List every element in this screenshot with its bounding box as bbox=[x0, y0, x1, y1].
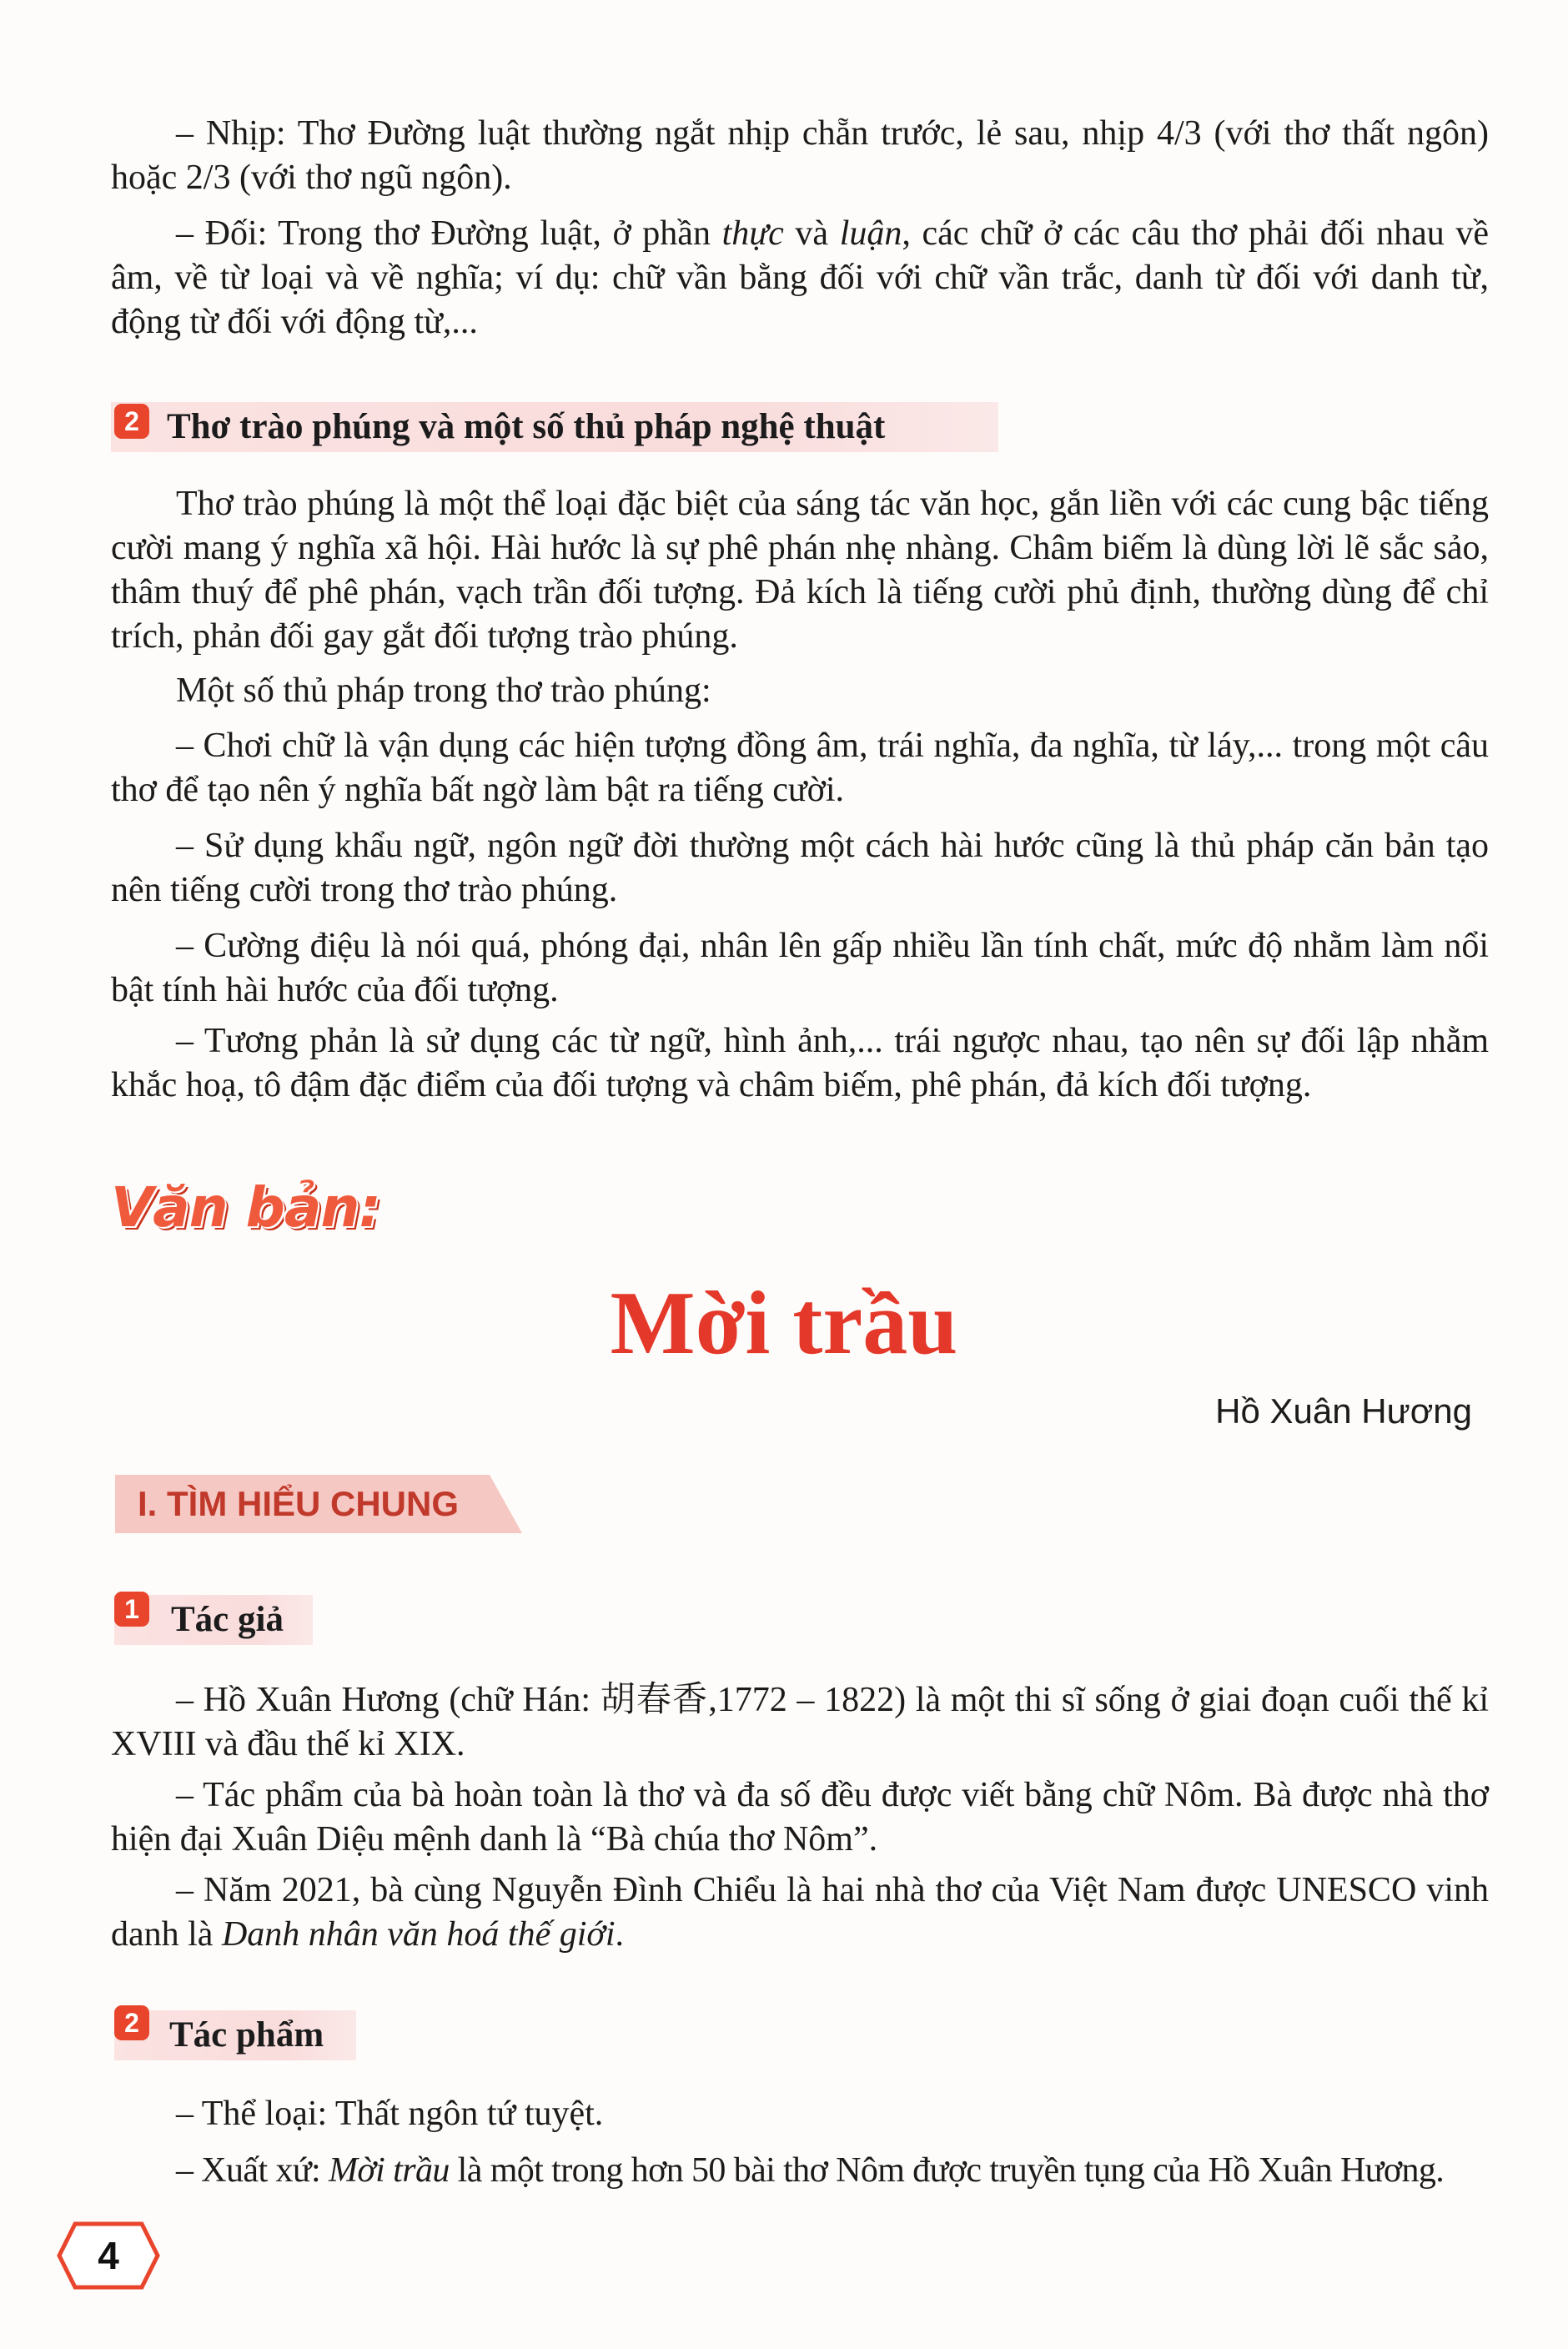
paragraph-lead: Một số thủ pháp trong thơ trào phúng: bbox=[176, 672, 711, 710]
paragraph-xuat-xu: – Xuất xứ: Mời trầu là một trong hơn 50 bài thơ Nôm được truyền tụng của Hồ Xuân Hương. bbox=[176, 2151, 1445, 2190]
list-item-khau-ngu: – Sử dụng khẩu ngữ, ngôn ngữ đời thường một cách hài hước cũng là thủ pháp căn bản tạo nên tiếng cười trong thơ trào phúng. bbox=[111, 827, 1489, 909]
van-ban-label: Văn bản: bbox=[111, 1175, 380, 1240]
list-item-cuong-dieu: – Cường điệu là nói quá, phóng đại, nhân lên gấp nhiều lần tính chất, mức độ nhằm làm nổi bật tính hài hước của đối tượng. bbox=[111, 927, 1489, 1009]
list-item-choi-chu: – Chơi chữ là vận dụng các hiện tượng đồng âm, trái nghĩa, đa nghĩa, từ láy,... trong một câu thơ để tạo nên ý nghĩa bất ngờ làm bật ra tiếng cười. bbox=[111, 727, 1489, 809]
subsection-number-badge: 1 bbox=[114, 1592, 149, 1627]
section-number-badge: 2 bbox=[114, 404, 149, 439]
paragraph-intro: Thơ trào phúng là một thể loại đặc biệt của sáng tác văn học, gắn liền với các cung bậc tiếng cười mang ý nghĩa xã hội. Hài hước là sự phê phán nhẹ nhàng. Châm biếm là dùng lời lẽ sắc sảo, thâm thuý để phê phán, vạch trần đối tượng. Đả kích là tiếng cười phủ định, thường dùng để chỉ trích, phản đối gay gắt đối tượng trào phúng. bbox=[111, 485, 1489, 656]
paragraph-tac-gia-2: – Tác phẩm của bà hoàn toàn là thơ và đa số đều được viết bằng chữ Nôm. Bà được nhà thơ hiện đại Xuân Diệu mệnh danh là “Bà chúa thơ Nôm”. bbox=[111, 1776, 1489, 1859]
poem-title: Mời trầu bbox=[610, 1274, 958, 1373]
part-title-tim-hieu-chung: I. TÌM HIỂU CHUNG bbox=[138, 1484, 459, 1523]
section-title: Thơ trào phúng và một số thủ pháp nghệ thuật bbox=[167, 407, 886, 446]
poem-author: Hồ Xuân Hương bbox=[1215, 1391, 1472, 1431]
paragraph-the-loai: – Thể loại: Thất ngôn tứ tuyệt. bbox=[176, 2095, 604, 2133]
subsection-title-tac-gia: Tác giả bbox=[171, 1600, 284, 1639]
paragraph-nhip: – Nhịp: Thơ Đường luật thường ngắt nhịp chẵn trước, lẻ sau, nhịp 4/3 (với thơ thất ngôn) hoặc 2/3 (với thơ ngũ ngôn). bbox=[111, 114, 1489, 197]
subsection-title-tac-pham: Tác phẩm bbox=[169, 2015, 324, 2055]
subsection-number-badge: 2 bbox=[114, 2005, 149, 2040]
list-item-tuong-phan: – Tương phản là sử dụng các từ ngữ, hình ảnh,... trái ngược nhau, tạo nên sự đối lập nhằm khắc hoạ, tô đậm đặc điểm của đối tượng và châm biếm, phê phán, đả kích đối tượng. bbox=[111, 1022, 1489, 1104]
paragraph-doi: – Đối: Trong thơ Đường luật, ở phần thực và luận, các chữ ở các câu thơ phải đối nhau về âm, về từ loại và về nghĩa; ví dụ: chữ vần bằng đối với chữ vần trắc, danh từ đối với danh từ, động từ đối với động từ,... bbox=[111, 214, 1489, 341]
paragraph-tac-gia-3: – Năm 2021, bà cùng Nguyễn Đình Chiểu là hai nhà thơ của Việt Nam được UNESCO vinh danh là Danh nhân văn hoá thế giới. bbox=[111, 1871, 1489, 1954]
paragraph-tac-gia-1: – Hồ Xuân Hương (chữ Hán: 胡春香,1772 – 1822) là một thi sĩ sống ở giai đoạn cuối thế kỉ XVIII và đầu thế kỉ XIX. bbox=[111, 1681, 1489, 1763]
page-number: 4 bbox=[98, 2234, 119, 2277]
